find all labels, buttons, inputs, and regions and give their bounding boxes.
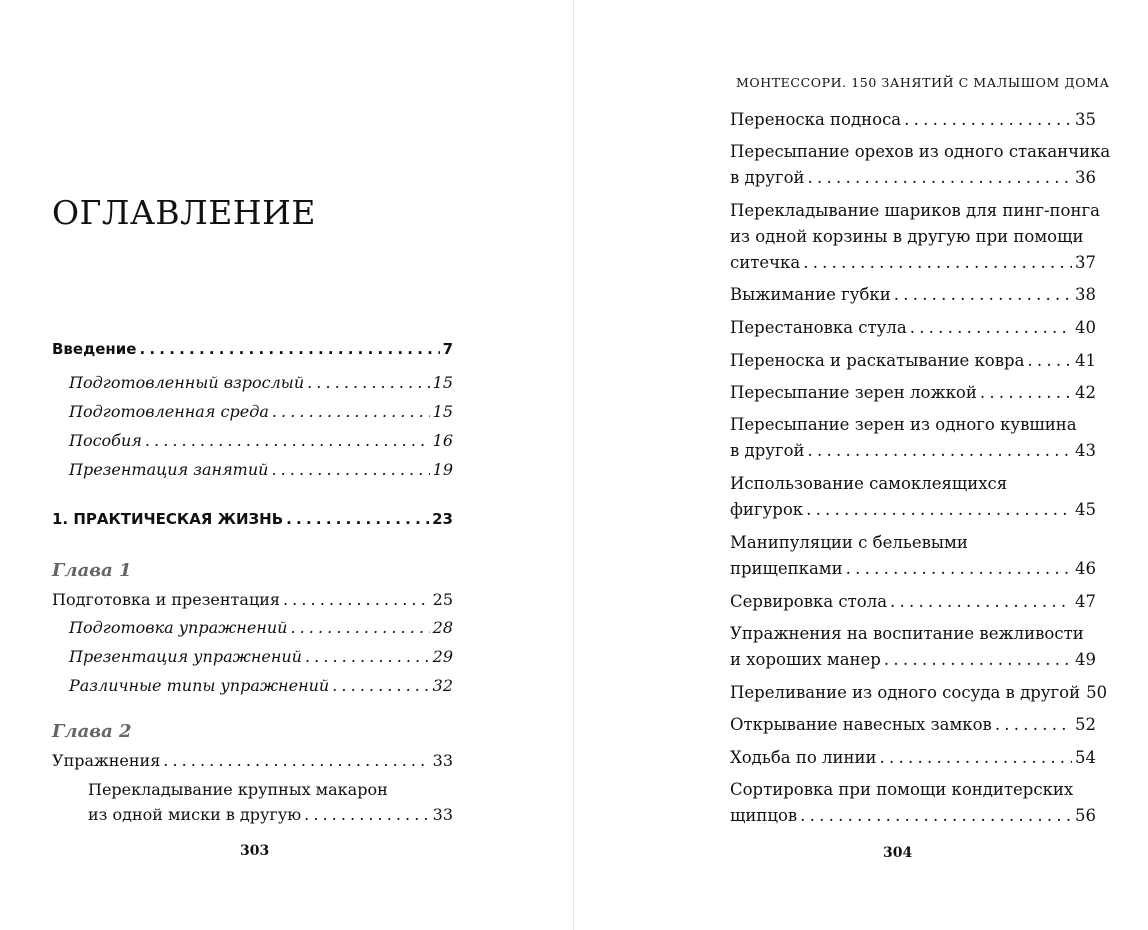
toc-entry-label: Презентация занятий [69,460,269,479]
toc-entry-page: 45 [1075,500,1096,519]
toc-entry-label: в другой [730,441,805,460]
toc-entry-label: Пособия [69,431,142,450]
toc-entry[interactable] [730,168,1096,187]
toc-entry-label: Подготовка упражнений [69,618,288,637]
left-page [0,0,573,930]
toc-entry-label: Перестановка стула [730,318,907,337]
leader-dots [332,676,429,695]
toc-entry[interactable] [730,441,1096,460]
toc-entry[interactable] [730,383,1096,402]
toc-entry-label: 1. ПРАКТИЧЕСКАЯ ЖИЗНЬ [52,510,284,528]
leader-dots [290,618,429,637]
toc-entry-page: 7 [442,340,453,358]
toc-entry-line: Перекладывание шариков для пинг-понга [730,201,1100,220]
toc-entry-sub[interactable] [69,402,453,421]
toc-entry-label: Выжимание губки [730,285,891,304]
toc-entry-page: 19 [432,460,453,479]
toc-entry-label: ситечка [730,253,801,272]
toc-entry-page: 37 [1075,253,1096,272]
toc-entry[interactable] [730,285,1096,304]
toc-entry[interactable] [730,500,1096,519]
toc-entry-page: 15 [432,373,453,392]
leader-dots [307,373,430,392]
leader-dots [880,748,1073,767]
leader-dots [995,715,1072,734]
page-number: 304 [883,845,913,861]
toc-entry-page: 43 [1075,441,1096,460]
toc-entry-label: Упражнения [52,751,161,770]
leader-dots [803,253,1072,272]
chapter-heading: Глава 1 [52,560,132,581]
leader-dots [139,340,439,358]
toc-entry-page: 32 [432,676,453,695]
toc-entry[interactable] [730,715,1096,734]
toc-entry-label: и хороших манер [730,650,881,669]
toc-entry-label: Ходьба по линии [730,748,877,767]
toc-entry-page: 50 [1086,683,1108,702]
leader-dots [163,751,429,770]
toc-entry-label: Переноска и раскатывание ковра [730,351,1025,370]
toc-entry-page: 56 [1075,806,1096,825]
toc-entry-label: Переноска подноса [730,110,902,129]
leader-dots [808,441,1072,460]
leader-dots [980,383,1072,402]
toc-entry-part[interactable] [52,510,453,528]
toc-entry-page: 49 [1075,650,1096,669]
toc-entry-page: 42 [1075,383,1096,402]
leader-dots [806,500,1072,519]
toc-entry-label: Подготовленная среда [69,402,269,421]
toc-entry-sub[interactable] [69,676,453,695]
toc-entry-page: 35 [1075,110,1096,129]
toc-entry-sub[interactable] [69,431,453,450]
toc-entry-line1: Перекладывание крупных макарон [88,780,388,799]
toc-entry-label: Различные типы упражнений [69,676,330,695]
right-page [574,0,1148,930]
toc-entry-label: Переливание из одного сосуда в другой [730,683,1081,702]
toc-entry[interactable] [730,110,1096,129]
leader-dots [800,806,1072,825]
toc-entry[interactable] [88,805,453,824]
leader-dots [884,650,1072,669]
toc-entry-page: 25 [432,590,453,609]
toc-entry-line: из одной корзины в другую при помощи [730,227,1084,246]
toc-entry-line: Манипуляции с бельевыми [730,533,968,552]
toc-entry[interactable] [730,253,1096,272]
toc-entry[interactable] [730,318,1096,337]
leader-dots [286,510,429,528]
leader-dots [894,285,1072,304]
chapter-heading: Глава 2 [52,721,132,742]
leader-dots [910,318,1072,337]
toc-entry-page: 41 [1075,351,1096,370]
toc-entry-label: Сервировка стола [730,592,888,611]
toc-entry-label: Презентация упражнений [69,647,302,666]
page-number: 303 [240,843,270,859]
leader-dots [283,590,430,609]
toc-entry-page: 15 [432,402,453,421]
toc-entry-label: прищепками [730,559,843,578]
leader-dots [271,460,429,479]
toc-entry-label: Введение [52,340,137,358]
toc-entry-page: 28 [432,618,453,637]
toc-entry-sub[interactable] [69,460,453,479]
toc-entry-line: Упражнения на воспитание вежливости [730,624,1084,643]
toc-entry[interactable] [52,590,453,609]
toc-entry[interactable] [730,683,1108,702]
toc-entry-page: 38 [1075,285,1096,304]
toc-entry-page: 36 [1075,168,1096,187]
toc-entry-page: 40 [1075,318,1096,337]
toc-entry-line: Пересыпание зерен из одного кувшина [730,415,1077,434]
leader-dots [1027,351,1072,370]
leader-dots [272,402,430,421]
leader-dots [846,559,1072,578]
toc-entry-sub[interactable] [69,373,453,392]
running-head: МОНТЕССОРИ. 150 ЗАНЯТИЙ С МАЛЫШОМ ДОМА [736,75,1110,90]
toc-entry-label: фигурок [730,500,804,519]
toc-entry-page: 33 [432,751,453,770]
page-title: ОГЛАВЛЕНИЕ [52,193,316,232]
toc-entry-page: 46 [1075,559,1096,578]
toc-entry-label: Открывание навесных замков [730,715,992,734]
leader-dots [305,647,430,666]
toc-entry[interactable] [730,806,1096,825]
toc-entry-line: Сортировка при помощи кондитерских [730,780,1074,799]
leader-dots [904,110,1072,129]
toc-entry[interactable] [730,559,1096,578]
toc-entry-page: 33 [432,805,453,824]
toc-entry[interactable] [730,351,1096,370]
toc-entry-line: Пересыпание орехов из одного стаканчика [730,142,1111,161]
toc-entry-label: Подготовленный взрослый [69,373,305,392]
leader-dots [145,431,430,450]
leader-dots [890,592,1072,611]
toc-entry[interactable] [730,650,1096,669]
leader-dots [304,805,429,824]
toc-entry-page: 52 [1075,715,1096,734]
toc-entry-label: Пересыпание зерен ложкой [730,383,977,402]
toc-entry-intro[interactable] [52,340,453,358]
toc-entry-page: 23 [432,510,453,528]
toc-entry[interactable] [52,751,453,770]
toc-entry-label: щипцов [730,806,798,825]
toc-entry-sub[interactable] [69,647,453,666]
toc-entry-label: Подготовка и презентация [52,590,280,609]
toc-entry-page: 47 [1075,592,1096,611]
toc-entry-line: Использование самоклеящихся [730,474,1008,493]
toc-entry-page: 54 [1075,748,1096,767]
leader-dots [808,168,1072,187]
toc-entry[interactable] [730,592,1096,611]
toc-entry-page: 16 [432,431,453,450]
toc-entry-page: 29 [432,647,453,666]
toc-entry-label: из одной миски в другую [88,805,302,824]
toc-entry-sub[interactable] [69,618,453,637]
toc-entry-label: в другой [730,168,805,187]
toc-entry[interactable] [730,748,1096,767]
